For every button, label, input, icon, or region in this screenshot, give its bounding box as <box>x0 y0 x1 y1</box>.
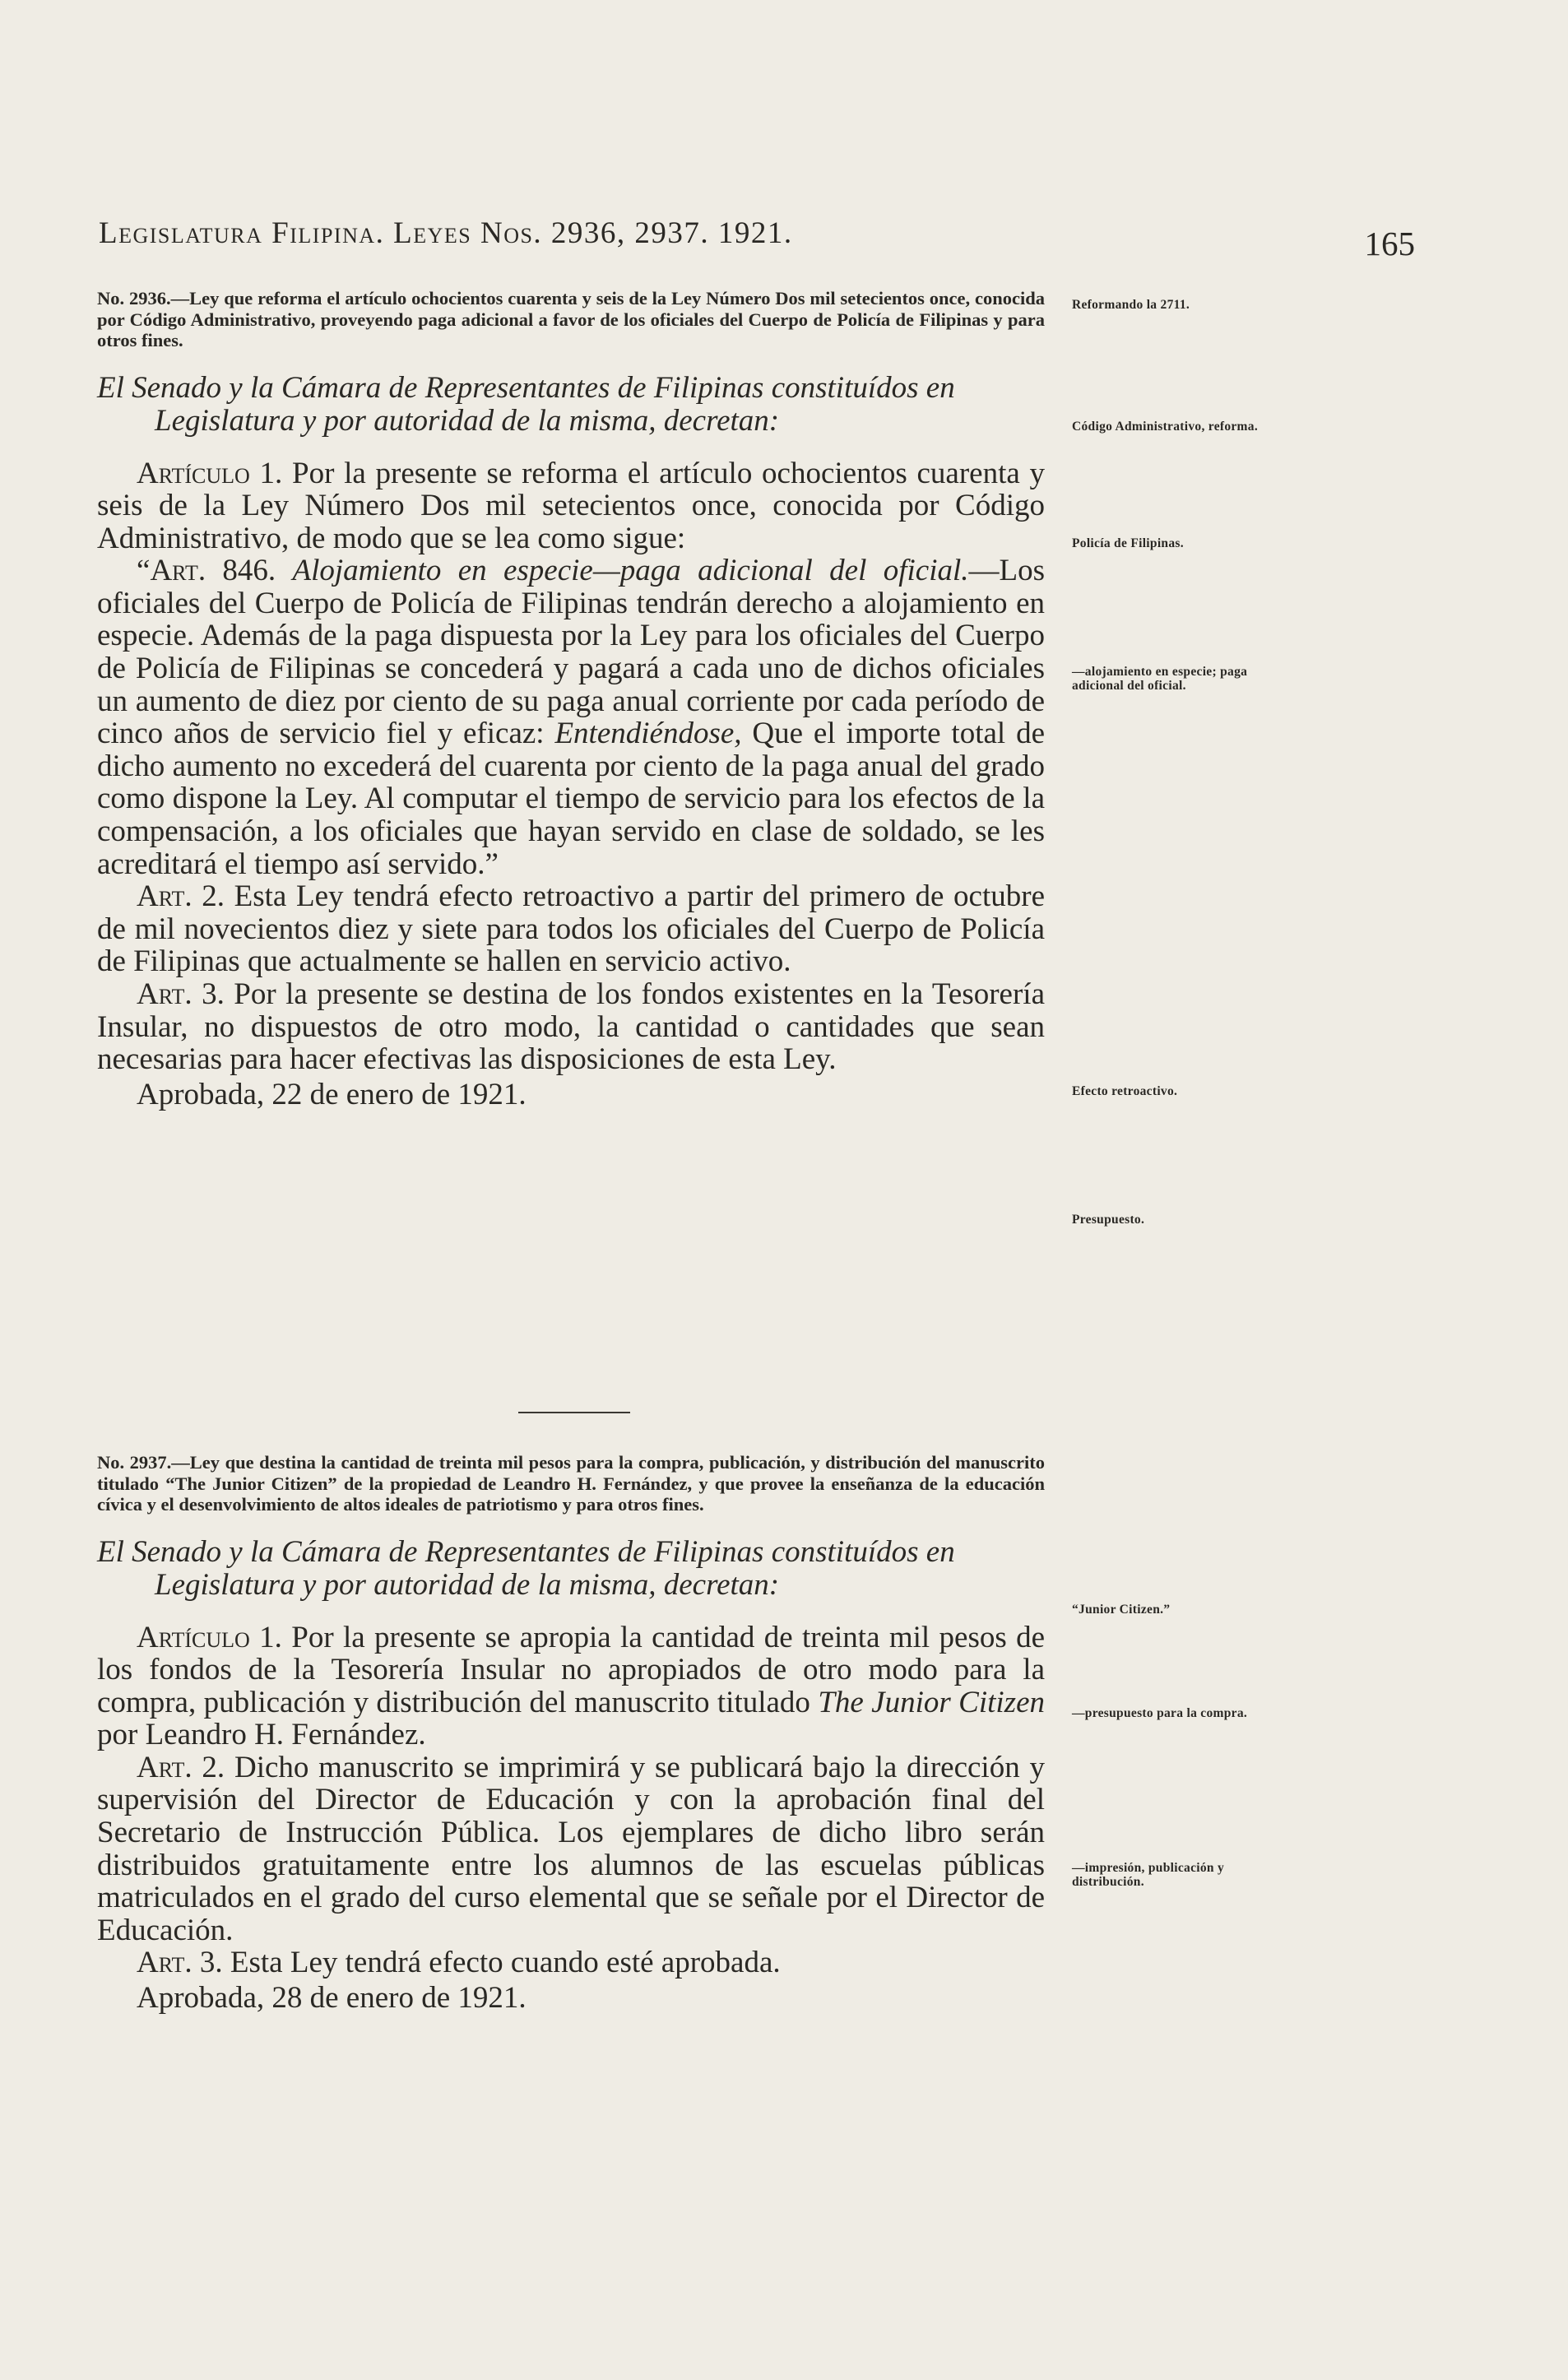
article-text: 1. Por la presente se apropia la cantidad de treinta mil pesos de los fondos de la Tesorería Insular no apropiados de otro modo para la compra, publicación y distribución del manuscrito titulado <box>97 1620 1045 1719</box>
enacting-clause: El Senado y la Cámara de Representantes de Filipinas constituídos en Legislatura y por autoridad de la misma, decretan: <box>97 1534 955 1602</box>
enacting-clause: El Senado y la Cámara de Representantes de Filipinas constituídos en Legislatura y por autoridad de la misma, decretan: <box>97 370 955 438</box>
section-divider <box>518 1412 630 1413</box>
act-number: No. 2936. <box>97 288 171 309</box>
proviso: Entendiéndose, <box>554 717 742 751</box>
article-text: . 3. Esta Ley tendrá efecto cuando esté aprobada. <box>184 1946 781 1980</box>
quoted-article-846 <box>97 554 1045 880</box>
margin-note: —impresión, publicación y distribución. <box>1072 1861 1225 1889</box>
article-2 <box>97 880 1045 978</box>
act-2936 <box>97 288 1045 1112</box>
margin-note: —presupuesto para la compra. <box>1072 1706 1248 1720</box>
article-label: Art <box>150 554 198 588</box>
margin-note: Efecto retroactivo. <box>1072 1084 1178 1098</box>
article-text: . 2. Dicho manuscrito se imprimirá y se publicará bajo la dirección y supervisión del Director de Educación y con la aprobación final del Secretario de Instrucción Pública. Los ejemplares de dicho libro serán distribuidos gratuitamente entre los alumnos de las escuelas públicas matriculados en el grado del curso elemental que se señale por el Director de Educación. <box>97 1750 1045 1947</box>
act-summary <box>97 1452 1045 1515</box>
article-label: Art <box>137 1750 185 1784</box>
approval-date: Aprobada, 22 de enero de 1921. <box>137 1077 527 1111</box>
act-2937 <box>97 1452 1045 2016</box>
article-3 <box>97 978 1045 1076</box>
article-label: Artículo <box>137 1620 250 1654</box>
article-text: —Los oficiales del Cuerpo de Policía de Filipinas tendrán derecho a alojamiento en especie. Además de la paga dispuesta por la Ley para los oficiales del Cuerpo de Policía de Filipinas se concederá y pagará a cada uno de dichos oficiales un aumento de diez por ciento de su paga anual corriente por cada período de cinco años de servicio fiel y eficaz: <box>97 554 1046 751</box>
article-text: . 3. Por la presente se destina de los fondos existentes en la Tesorería Insular, no dispuestos de otro modo, la cantidad o cantidades que sean necesarias para hacer efectivas las disposiciones de esta Ley. <box>97 977 1045 1077</box>
act-summary-text: —Ley que destina la cantidad de treinta mil pesos para la compra, publicación, y distribución del manuscrito titulado “The Junior Citizen” de la propiedad de Leandro H. Fernández, y que provee la enseñanza de la educación cívica y el desenvolvimiento de altos ideales de patriotismo y para otros fines. <box>97 1452 1046 1515</box>
page-number: 165 <box>1364 225 1415 262</box>
page-header <box>99 216 1415 265</box>
approval-date: Aprobada, 28 de enero de 1921. <box>137 1981 527 2016</box>
article-text: 1. Por la presente se reforma el artículo ochocientos cuarenta y seis de la Ley Número Dos mil setecientos once, conocida por Código Administrativo, de modo que se lea como sigue: <box>97 456 1045 555</box>
article-text: por Leandro H. Fernández. <box>97 1718 426 1752</box>
margin-note: Reformando la 2711. <box>1072 298 1190 312</box>
margin-note: —alojamiento en especie; paga adicional del oficial. <box>1072 665 1248 693</box>
margin-note: Código Administrativo, reforma. <box>1072 420 1258 434</box>
quote-open: “ <box>137 554 151 588</box>
act-number: No. 2937. <box>97 1452 172 1473</box>
article-heading: Alojamiento en especie—paga adicional del oficial. <box>292 554 969 588</box>
article-text: . 2. Esta Ley tendrá efecto retroactivo a partir del primero de octubre de mil novecientos diez y siete para todos los oficiales del Cuerpo de Policía de Filipinas que actualmente se hallen en servicio activo. <box>97 879 1045 979</box>
margin-note: Presupuesto. <box>1072 1213 1145 1227</box>
margin-note: “Junior Citizen.” <box>1072 1603 1171 1617</box>
article-3 <box>97 1946 1045 1979</box>
article-number: . 846. <box>197 554 293 588</box>
running-header: Legislatura Filipina. Leyes Nos. 2936, 2937. 1921. <box>99 216 793 250</box>
act-summary <box>97 288 1045 351</box>
article-1 <box>97 1621 1045 1751</box>
article-label: Artículo <box>137 456 250 490</box>
article-label: Art <box>137 879 185 914</box>
article-1 <box>97 457 1045 555</box>
book-title: The Junior Citizen <box>818 1685 1045 1719</box>
article-label: Art <box>137 1946 185 1980</box>
article-label: Art <box>137 977 185 1011</box>
margin-note: Policía de Filipinas. <box>1072 536 1184 550</box>
act-summary-text: —Ley que reforma el artículo ochocientos cuarenta y seis de la Ley Número Dos mil setecientos once, conocida por Código Administrativo, proveyendo paga adicional a favor de los oficiales del Cuerpo de Policía de Filipinas y para otros fines. <box>97 288 1046 350</box>
article-2 <box>97 1751 1045 1947</box>
article-text: Que el importe total de dicho aumento no excederá del cuarenta por ciento de la paga anual del grado como dispone la Ley. Al computar el tiempo de servicio para los efectos de la compensación, a los oficiales que hayan servido en clase de soldado, se les acreditará el tiempo así servido.” <box>97 717 1045 881</box>
